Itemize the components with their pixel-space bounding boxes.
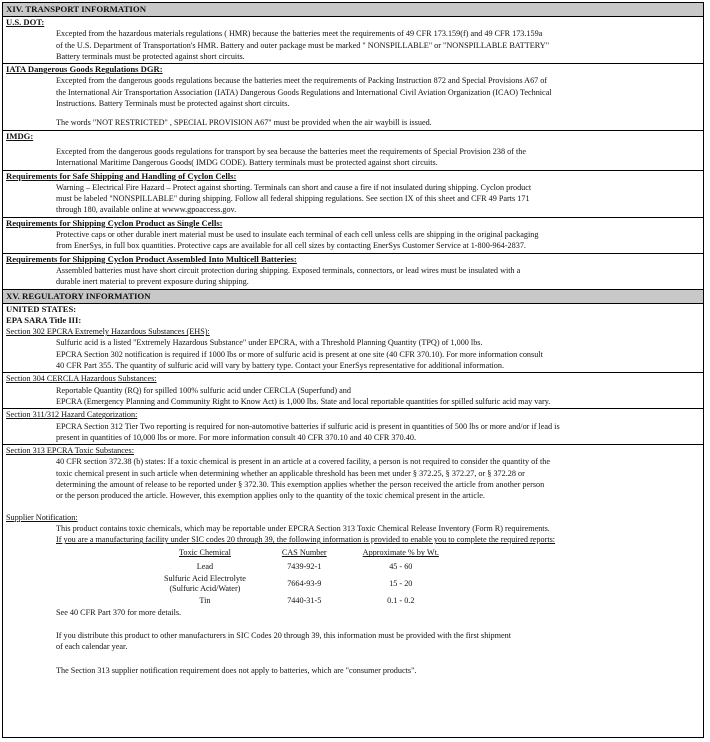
pct-cell: 15 - 20 bbox=[389, 578, 413, 588]
imdg-heading: IMDG: bbox=[6, 130, 34, 141]
safe-shipping-heading: Requirements for Safe Shipping and Handling of Cyclon Cells: bbox=[6, 170, 237, 181]
multicell-line: durable inert material to prevent exposure during shipping. bbox=[56, 277, 249, 287]
us-dot-block bbox=[3, 17, 703, 64]
iata-line: Instructions. Battery Terminals must be protected against short circuits. bbox=[56, 99, 290, 109]
col-header-chemical: Toxic Chemical bbox=[178, 548, 231, 558]
united-states-heading: UNITED STATES: bbox=[6, 303, 77, 314]
s302-line: 40 CFR Part 355. The quantity of sulfuric acid will vary by battery type. Contact your EnerSys representative for additional information. bbox=[56, 361, 505, 371]
multicell-heading: Requirements for Shipping Cyclon Product Assembled Into Multicell Batteries: bbox=[6, 253, 297, 264]
toxic-chemical-table bbox=[146, 545, 457, 606]
s311-heading: Section 311/312 Hazard Categorization: bbox=[6, 410, 138, 420]
supplier-line: This product contains toxic chemicals, which may be reportable under EPCRA Section 313 Toxic Chemical Release Inventory (Form R) requirements. bbox=[56, 523, 550, 533]
multicell-line: Assembled batteries must have short circuit protection during shipping. Exposed terminals, connectors, or lead wires must be insulated with a bbox=[56, 265, 521, 275]
s304-block bbox=[3, 373, 703, 409]
s302-heading: Section 302 EPCRA Extremely Hazardous Substances (EHS): bbox=[6, 327, 210, 337]
us-dot-line: Battery terminals must be protected against short circuits. bbox=[56, 51, 245, 61]
table-row bbox=[146, 595, 457, 607]
see-cfr-note: See 40 CFR Part 370 for more details. bbox=[56, 607, 182, 617]
us-dot-line: Excepted from the hazardous materials regulations ( HMR) because the batteries meet the requirements of 49 CFR 173.159(f) and 49 CFR 173.159a bbox=[56, 29, 543, 39]
chemical-name-detail: (Sulfuric Acid/Water) bbox=[169, 583, 241, 593]
s302-line: EPCRA Section 302 notification is required if 1000 lbs or more of sulfuric acid is present at one site (40 CFR 370.10). For more information consult bbox=[56, 349, 543, 359]
single-cells-heading: Requirements for Shipping Cyclon Product as Single Cells: bbox=[6, 217, 223, 228]
col-header-cas: CAS Number bbox=[281, 548, 327, 558]
chemical-cell bbox=[146, 573, 264, 595]
imdg-line: International Maritime Dangerous Goods( IMDG CODE). Battery terminals must be protected against short circuits. bbox=[56, 158, 438, 168]
s302-line: Sulfuric acid is a listed "Extremely Hazardous Substance" under EPCRA, with a Threshold Planning Quantity (TPQ) of 1,000 lbs. bbox=[56, 338, 483, 348]
pct-cell: 45 - 60 bbox=[389, 561, 413, 571]
s304-heading: Section 304 CERCLA Hazardous Substances: bbox=[6, 374, 157, 384]
single-cells-block bbox=[3, 218, 703, 254]
s311-line: EPCRA Section 312 Tier Two reporting is required for non-automotive batteries if sulfuric acid is present in quantities of 500 lbs or more and/or if lead is bbox=[56, 421, 560, 431]
table-row bbox=[146, 561, 457, 573]
s313-line: toxic chemical present in such article when determining whether an applicable threshold has been met under § 372.25, § 372.27, or § 372.28 or bbox=[56, 468, 525, 478]
regulatory-section-title: XV. REGULATORY INFORMATION bbox=[3, 290, 703, 304]
cas-cell: 7664-93-9 bbox=[287, 578, 322, 588]
us-dot-heading: U.S. DOT: bbox=[6, 17, 45, 27]
sds-sheet bbox=[2, 2, 704, 738]
s313-line: or the person produced the article. However, this exemption applies only to the quantity of the toxic chemical present in the article. bbox=[56, 491, 485, 501]
table-row bbox=[146, 573, 457, 595]
safe-shipping-line: through 180, available online at wwww.gpoaccess.gov. bbox=[56, 205, 237, 215]
consumer-products-note: The Section 313 supplier notification requirement does not apply to batteries, which are "consumer products". bbox=[56, 665, 417, 675]
epa-sara-heading: EPA SARA Title III: bbox=[6, 314, 82, 325]
imdg-block bbox=[3, 131, 703, 171]
chemical-cell: Tin bbox=[199, 595, 211, 605]
chemical-name: Sulfuric Acid Electrolyte bbox=[164, 573, 246, 583]
single-cells-line: Protective caps or other durable inert material must be used to insulate each terminal of each cell unless cells are shipping in the original packaging bbox=[56, 230, 539, 240]
pct-cell: 0.1 - 0.2 bbox=[387, 595, 415, 605]
s304-line: Reportable Quantity (RQ) for spilled 100% sulfuric acid under CERCLA (Superfund) and bbox=[56, 385, 351, 395]
s313-line: determining the amount of release to be reported under § 372.30. This exemption applies whether the person received the article from another person bbox=[56, 479, 545, 489]
s313-block bbox=[3, 445, 703, 677]
iata-note: The words "NOT RESTRICTED" , SPECIAL PROVISION A67" must be provided when the air waybill is issued. bbox=[56, 118, 432, 128]
iata-line: Excepted from the dangerous goods regulations because the batteries meet the requirements of Packing Instruction 872 and Special Provisions A67 of bbox=[56, 76, 548, 86]
s304-line: EPCRA (Emergency Planning and Community Right to Know Act) is 1,000 lbs. State and local reportable quantities for spilled sulfuric acid may vary. bbox=[56, 396, 551, 406]
safe-shipping-line: Warning – Electrical Fire Hazard – Protect against shorting. Terminals can short and cause a fire if not insulated during shipping. Cyclon product bbox=[56, 182, 532, 192]
cas-cell: 7440-31-5 bbox=[287, 595, 322, 605]
cas-cell: 7439-92-1 bbox=[287, 561, 322, 571]
safe-shipping-block bbox=[3, 171, 703, 218]
iata-heading: IATA Dangerous Goods Regulations DGR: bbox=[6, 64, 163, 75]
multicell-block bbox=[3, 254, 703, 290]
single-cells-line: from EnerSys, in full box quantities. Protective caps are available for all cell sizes by contacting EnerSys Customer Service at 1-800-964-2837. bbox=[56, 241, 526, 251]
chemical-cell: Lead bbox=[196, 561, 214, 571]
s313-heading: Section 313 EPCRA Toxic Substances: bbox=[6, 446, 134, 456]
safe-shipping-line: must be labeled "NONSPILLABLE" during shipping. Follow all federal shipping regulations. See section IX of this sheet and CFR 49 Parts 171 bbox=[56, 194, 530, 204]
iata-block bbox=[3, 64, 703, 130]
s311-block bbox=[3, 409, 703, 445]
s313-line: 40 CFR section 372.38 (b) states: If a toxic chemical is present in an article at a covered facility, a person is not required to consider the quantity of the bbox=[56, 457, 550, 467]
table-header-row bbox=[146, 545, 457, 560]
iata-line: the International Air Transportation Association (IATA) Dangerous Goods Regulations and International Civil Aviation Organization (ICAO) Technical bbox=[56, 87, 552, 97]
s311-line: present in quantities of 10,000 lbs or more. For more information consult 40 CFR 370.10 and 40 CFR 370.40. bbox=[56, 432, 416, 442]
imdg-line: Excepted from the dangerous goods regulations for transport by sea because the batteries meet the requirements of Special Provision 238 of the bbox=[56, 146, 526, 156]
distribute-line: of each calendar year. bbox=[56, 642, 128, 652]
distribute-line: If you distribute this product to other manufacturers in SIC Codes 20 through 39, this information must be provided with the first shipment bbox=[56, 631, 512, 641]
supplier-heading: Supplier Notification: bbox=[6, 512, 78, 522]
col-header-pct: Approximate % by Wt. bbox=[362, 548, 439, 558]
us-dot-line: of the U.S. Department of Transportation's HMR. Battery and outer package must be marked " NONSPILLABLE" or "NONSPILLABLE BATTERY" bbox=[56, 40, 550, 50]
s302-block bbox=[3, 304, 703, 374]
transport-section-title: XIV. TRANSPORT INFORMATION bbox=[3, 3, 703, 17]
supplier-line-underlined: If you are a manufacturing facility under SIC codes 20 through 39, the following information is provided to enable you to complete the required reports: bbox=[56, 535, 556, 545]
